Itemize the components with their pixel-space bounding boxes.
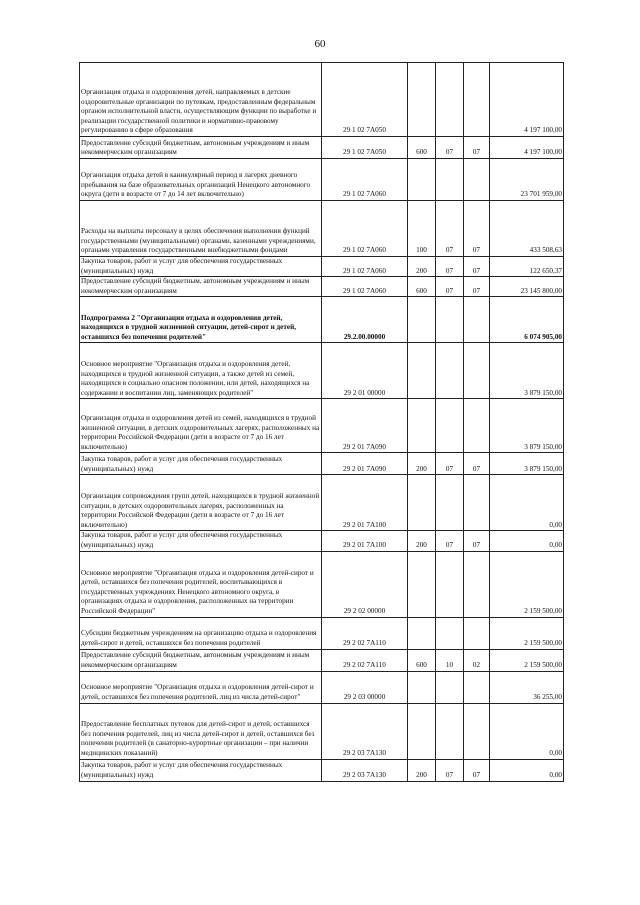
table-row	[80, 551, 564, 617]
row-expense-type	[408, 399, 436, 453]
row-code: 29 2 02 7А110	[322, 617, 408, 649]
row-code: 29 2 02 00000	[322, 551, 408, 617]
row-name: Основное мероприятие "Организация отдыха и оздоровления детей-сирот и детей, оставшихся без попечения родителей, воспитывающихся в государственных учреждениях Ненецкого автономного округа, в организациях отдыха и оздоровления, расположенных на территории Российской Федерации"	[80, 551, 322, 617]
row-amount: 2 159 500,00	[490, 617, 564, 649]
row-code: 29 2 01 7А100	[322, 531, 408, 551]
table-row	[80, 297, 564, 343]
row-expense-type	[408, 63, 436, 137]
row-section: 07	[436, 201, 464, 257]
row-subsection: 07	[464, 137, 490, 159]
row-amount: 2 159 500,00	[490, 551, 564, 617]
row-expense-type	[408, 551, 436, 617]
row-amount: 36 255,00	[490, 671, 564, 703]
row-expense-type: 100	[408, 201, 436, 257]
row-expense-type: 200	[408, 531, 436, 551]
table-row	[80, 137, 564, 159]
row-section	[436, 343, 464, 399]
row-subsection	[464, 617, 490, 649]
row-section: 07	[436, 277, 464, 297]
row-section	[436, 159, 464, 201]
row-expense-type	[408, 671, 436, 703]
row-name: Основное мероприятие "Организация отдыха и оздоровления детей, находящихся в трудной жизненной ситуации, а также детей из семей, находящихся в социально опасном положении, или детей, находящихся на содержании и воспитании лиц, заменяющих родителей"	[80, 343, 322, 399]
row-amount: 0,00	[490, 759, 564, 781]
row-code: 29 2 02 7А110	[322, 649, 408, 671]
row-name: Организация сопровождения групп детей, находящихся в трудной жизненной ситуации, в детских оздоровительных лагерях, расположенных на территории Российской Федерации (дети в возрасте от 7 до 16 лет включительно)	[80, 475, 322, 531]
row-name: Предоставление субсидий бюджетным, автономным учреждениям и иным некоммерческим организациям	[80, 649, 322, 671]
table-row	[80, 159, 564, 201]
row-section	[436, 297, 464, 343]
table-row	[80, 453, 564, 475]
row-amount: 3 879 150,00	[490, 399, 564, 453]
row-section: 07	[436, 759, 464, 781]
row-subsection: 07	[464, 257, 490, 277]
row-subsection	[464, 475, 490, 531]
row-amount: 433 508,63	[490, 201, 564, 257]
row-expense-type: 200	[408, 257, 436, 277]
table-row	[80, 617, 564, 649]
row-code: 29 2 01 7А090	[322, 399, 408, 453]
row-expense-type: 600	[408, 649, 436, 671]
table-row	[80, 257, 564, 277]
row-amount: 122 650,37	[490, 257, 564, 277]
row-name: Закупка товаров, работ и услуг для обеспечения государственных (муниципальных) нужд	[80, 531, 322, 551]
row-section: 07	[436, 257, 464, 277]
table-row	[80, 475, 564, 531]
row-section: 10	[436, 649, 464, 671]
row-name: Организация отдыха и оздоровления детей из семей, находящихся в трудной жизненной ситуации, в детских оздоровительных лагерях, расположенных на территории Российской Федерации (дети в возрасте от 7 до 16 лет включительно)	[80, 399, 322, 453]
row-expense-type: 600	[408, 277, 436, 297]
row-amount: 6 074 905,00	[490, 297, 564, 343]
page-number: 60	[314, 38, 326, 50]
row-name: Организация отдыха и оздоровления детей, направляемых в детские оздоровительные организации по путевкам, предоставленным федеральным органом исполнительной власти, осуществляющим функции по выработке и реализации государственной политики и нормативно-правовому регулированию в сфере образования	[80, 63, 322, 137]
row-name: Предоставление бесплатных путевок для детей-сирот и детей, оставшихся без попечения родителей, лиц из числа детей-сирот и детей, оставшихся без попечения родителей (в санаторно-курортные организации – при наличии медицинских показаний)	[80, 703, 322, 759]
row-name: Организация отдыха детей в каникулярный период в лагерях дневного пребывания на базе образовательных организаций Ненецкого автономного округа (дети в возрасте от 7 до 14 лет включительно)	[80, 159, 322, 201]
row-expense-type	[408, 159, 436, 201]
row-code: 29 2 03 7А130	[322, 703, 408, 759]
row-subsection	[464, 551, 490, 617]
row-section	[436, 63, 464, 137]
row-subsection	[464, 703, 490, 759]
row-code: 29 2 03 00000	[322, 671, 408, 703]
row-section	[436, 475, 464, 531]
row-name: Предоставление субсидий бюджетным, автономным учреждениям и иным некоммерческим организациям	[80, 277, 322, 297]
table-row	[80, 277, 564, 297]
row-section: 07	[436, 137, 464, 159]
row-section: 07	[436, 453, 464, 475]
row-subsection	[464, 671, 490, 703]
row-subsection	[464, 399, 490, 453]
row-amount: 0,00	[490, 475, 564, 531]
row-subsection	[464, 63, 490, 137]
row-expense-type: 200	[408, 759, 436, 781]
row-subsection	[464, 159, 490, 201]
row-subsection: 07	[464, 453, 490, 475]
row-subsection	[464, 297, 490, 343]
row-section	[436, 671, 464, 703]
row-name: Субсидии бюджетным учреждениям на организацию отдыха и оздоровления детей-сирот и детей, оставшихся без попечения родителей	[80, 617, 322, 649]
row-amount: 0,00	[490, 531, 564, 551]
row-subsection: 07	[464, 201, 490, 257]
row-amount: 4 197 100,00	[490, 137, 564, 159]
row-expense-type: 200	[408, 453, 436, 475]
row-subsection: 07	[464, 531, 490, 551]
row-expense-type	[408, 617, 436, 649]
row-expense-type	[408, 475, 436, 531]
table-row	[80, 671, 564, 703]
row-section	[436, 551, 464, 617]
table-row	[80, 63, 564, 137]
table-row	[80, 649, 564, 671]
row-name: Подпрограмма 2 "Организация отдыха и оздоровления детей, находящихся в трудной жизненной ситуации, детей-сирот и детей, оставшихся без попечения родителей"	[80, 297, 322, 343]
row-name: Основное мероприятие "Организация отдыха и оздоровления детей-сирот и детей, оставшихся без попечения родителей, лиц из числа детей-сирот"	[80, 671, 322, 703]
row-amount: 3 879 150,00	[490, 343, 564, 399]
table-row	[80, 531, 564, 551]
table-row	[80, 343, 564, 399]
row-amount: 0,00	[490, 703, 564, 759]
row-section	[436, 399, 464, 453]
row-subsection: 07	[464, 759, 490, 781]
row-amount: 4 197 100,00	[490, 63, 564, 137]
row-section: 07	[436, 531, 464, 551]
row-subsection	[464, 343, 490, 399]
row-code: 29 1 02 7А050	[322, 137, 408, 159]
row-expense-type: 600	[408, 137, 436, 159]
row-code: 29 2 01 7А090	[322, 453, 408, 475]
table-row	[80, 759, 564, 781]
row-expense-type	[408, 703, 436, 759]
row-code: 29 1 02 7А050	[322, 63, 408, 137]
row-code: 29 1 02 7А060	[322, 257, 408, 277]
row-name: Закупка товаров, работ и услуг для обеспечения государственных (муниципальных) нужд	[80, 453, 322, 475]
row-expense-type	[408, 297, 436, 343]
row-code: 29 2 03 7А130	[322, 759, 408, 781]
row-name: Предоставление субсидий бюджетным, автономным учреждениям и иным некоммерческим организациям	[80, 137, 322, 159]
row-code: 29 2 01 00000	[322, 343, 408, 399]
row-section	[436, 703, 464, 759]
row-expense-type	[408, 343, 436, 399]
table-row	[80, 201, 564, 257]
row-name: Закупка товаров, работ и услуг для обеспечения государственных (муниципальных) нужд	[80, 257, 322, 277]
row-code: 29 1 02 7А060	[322, 201, 408, 257]
table-row	[80, 399, 564, 453]
row-amount: 23 145 800,00	[490, 277, 564, 297]
row-section	[436, 617, 464, 649]
row-amount: 2 159 500,00	[490, 649, 564, 671]
row-code: 29 1 02 7А060	[322, 277, 408, 297]
row-amount: 3 879 150,00	[490, 453, 564, 475]
row-amount: 23 701 959,00	[490, 159, 564, 201]
budget-table	[79, 62, 564, 782]
row-code: 29.2.00.00000	[322, 297, 408, 343]
row-subsection: 07	[464, 277, 490, 297]
row-code: 29 1 02 7А060	[322, 159, 408, 201]
row-code: 29 2 01 7А100	[322, 475, 408, 531]
row-name: Закупка товаров, работ и услуг для обеспечения государственных (муниципальных) нужд	[80, 759, 322, 781]
table-body	[80, 63, 564, 782]
table-row	[80, 703, 564, 759]
row-name: Расходы на выплаты персоналу в целях обеспечения выполнения функций государственными (муниципальными) органами, казенными учреждениями, органами управления государственными внебюджетными фондами	[80, 201, 322, 257]
row-subsection: 02	[464, 649, 490, 671]
